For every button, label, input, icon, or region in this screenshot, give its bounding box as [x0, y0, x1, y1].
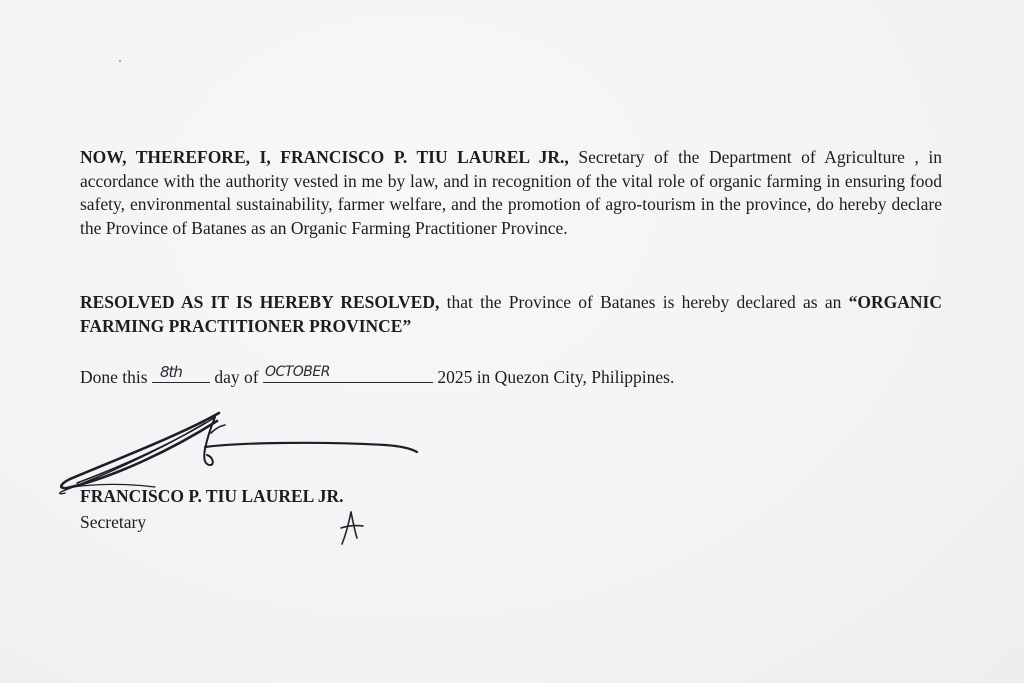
declaration-text: Secretary of the Department of Agriculture , in accordance with the authority vested in me by law, and in recognition of the vital role of organic farming in ensuring food safety, environmental sustainability, farmer welfare, and the promotion of agro-tourism in the province, do hereby declare the Province of Batanes as an Organic Farming Practitioner Province.	[80, 147, 942, 238]
resolution-lead: RESOLVED AS IT IS HEREBY RESOLVED,	[80, 292, 440, 312]
signatory-title: Secretary	[80, 512, 147, 532]
done-middle: day of	[209, 367, 263, 387]
resolution-paragraph	[80, 291, 942, 338]
resolution-emphasis: “ORGANIC FARMING PRACTITIONER PROVINCE”	[80, 292, 942, 336]
handwritten-day: 8th	[159, 363, 182, 381]
declaration-paragraph	[80, 146, 942, 240]
handwritten-initial	[335, 508, 365, 548]
declaration-lead: NOW, THEREFORE, I, FRANCISCO P. TIU LAUREL JR.,	[80, 147, 569, 167]
month-blank	[263, 364, 433, 383]
day-blank	[152, 363, 210, 383]
resolution-text: that the Province of Batanes is hereby declared as an	[439, 292, 849, 312]
done-suffix: 2025 in Quezon City, Philippines.	[432, 367, 675, 387]
signatory-name: FRANCISCO P. TIU LAUREL JR.	[80, 486, 344, 506]
scan-speck	[119, 60, 121, 62]
done-line	[80, 363, 942, 390]
handwritten-month: OCTOBER	[264, 364, 330, 380]
done-prefix: Done this	[80, 367, 152, 387]
